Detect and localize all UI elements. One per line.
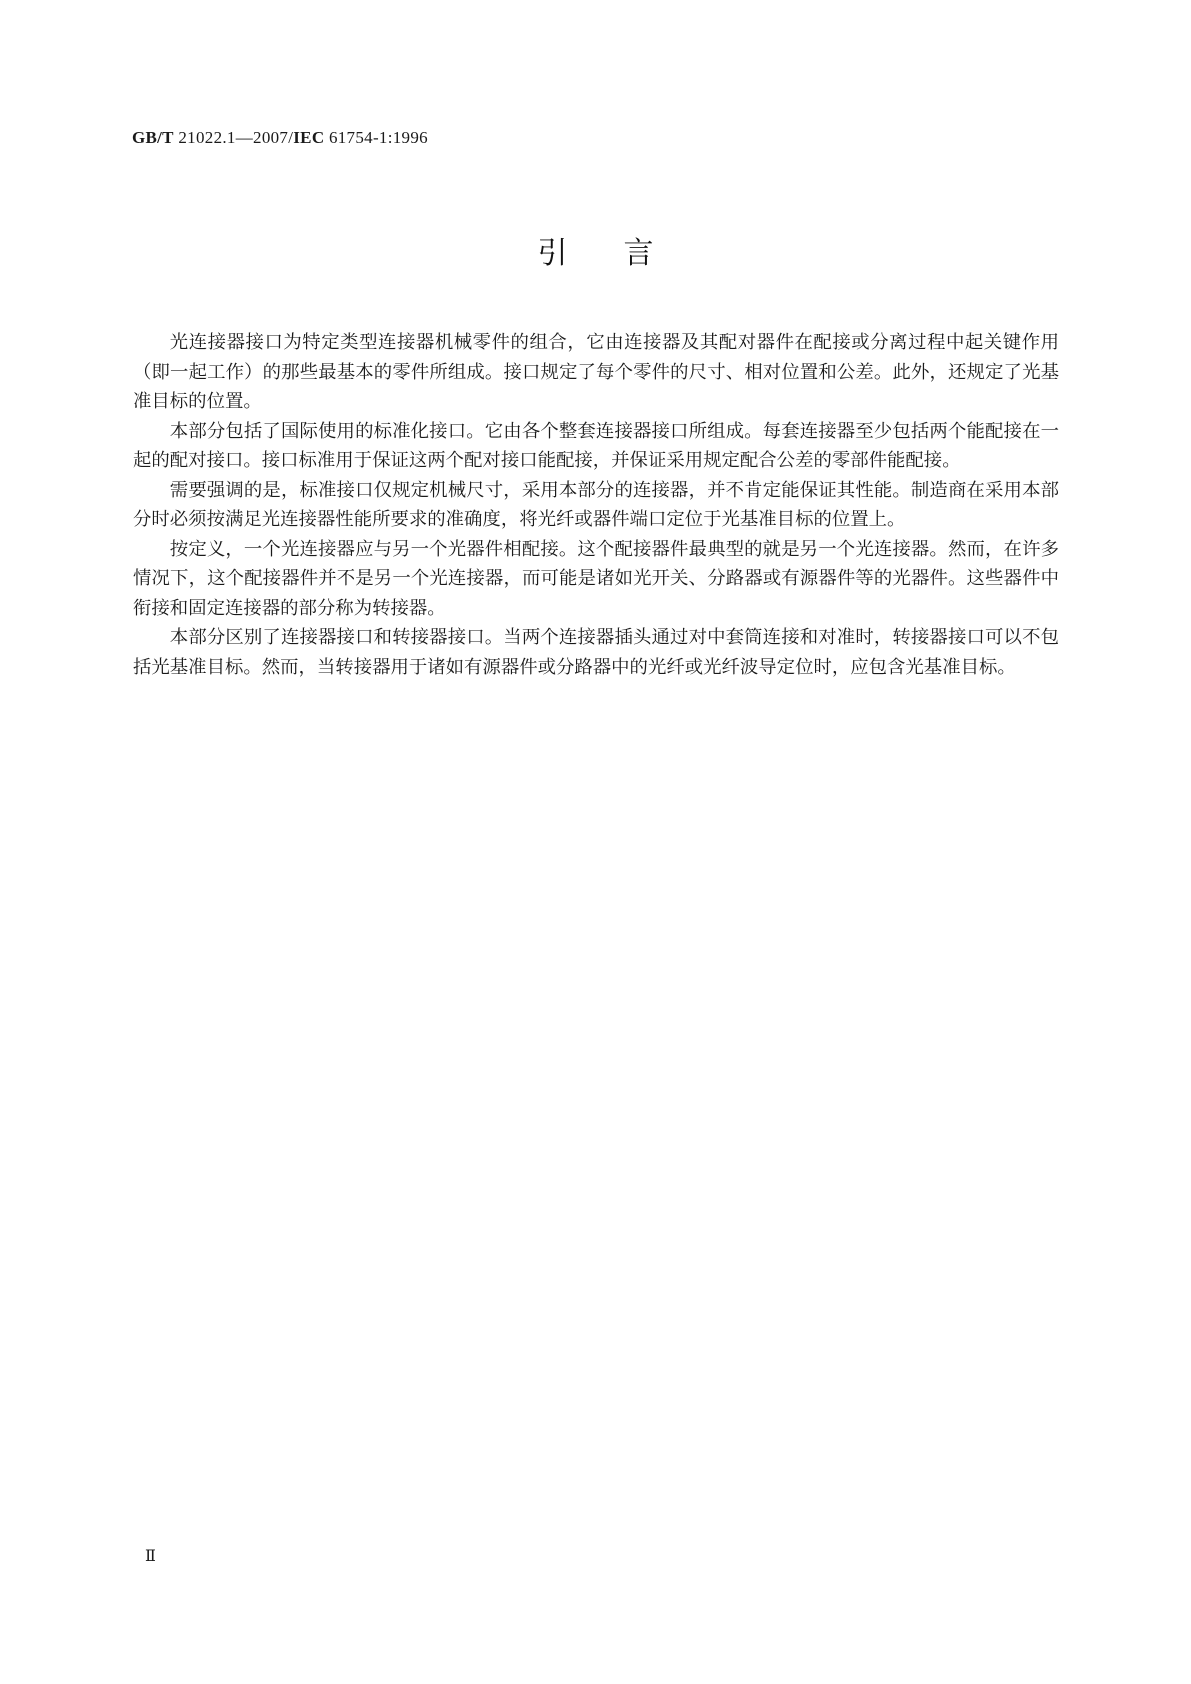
standard-header [132, 128, 428, 148]
paragraph-2: 本部分包括了国际使用的标准化接口。它由各个整套连接器接口所组成。每套连接器至少包括两个能配接在一起的配对接口。接口标准用于保证这两个配对接口能配接，并保证采用规定配合公差的零部件能配接。 [133, 420, 1059, 471]
standard-code: 21022.1—2007/ [173, 128, 294, 147]
iec-prefix: IEC [293, 128, 325, 147]
paragraph-4: 按定义，一个光连接器应与另一个光器件相配接。这个配接器件最典型的就是另一个光连接器。然而，在许多情况下，这个配接器件并不是另一个光连接器，而可能是诸如光开关、分路器或有源器件等的光器件。这些器件中衔接和固定连接器的部分称为转接器。 [133, 538, 1059, 619]
paragraph-1: 光连接器接口为特定类型连接器机械零件的组合，它由连接器及其配对器件在配接或分离过程中起关键作用（即一起工作）的那些最基本的零件所组成。接口规定了每个零件的尺寸、相对位置和公差。此外，还规定了光基准目标的位置。 [133, 332, 1059, 412]
body-text [133, 328, 1059, 682]
standard-prefix: GB/T [132, 128, 174, 147]
section-title: 引言 [537, 236, 710, 271]
paragraph-5: 本部分区别了连接器接口和转接器接口。当两个连接器插头通过对中套筒连接和对准时，转接器接口可以不包括光基准目标。然而，当转接器用于诸如有源器件或分路器中的光纤或光纤波导定位时，应包含光基准目标。 [133, 627, 1059, 678]
page-number: Ⅱ [145, 1548, 156, 1565]
iec-code: 61754-1:1996 [324, 128, 428, 147]
paragraph-3: 需要强调的是，标准接口仅规定机械尺寸，采用本部分的连接器，并不肯定能保证其性能。制造商在采用本部分时必须按满足光连接器性能所要求的准确度，将光纤或器件端口定位于光基准目标的位置上。 [133, 479, 1059, 530]
